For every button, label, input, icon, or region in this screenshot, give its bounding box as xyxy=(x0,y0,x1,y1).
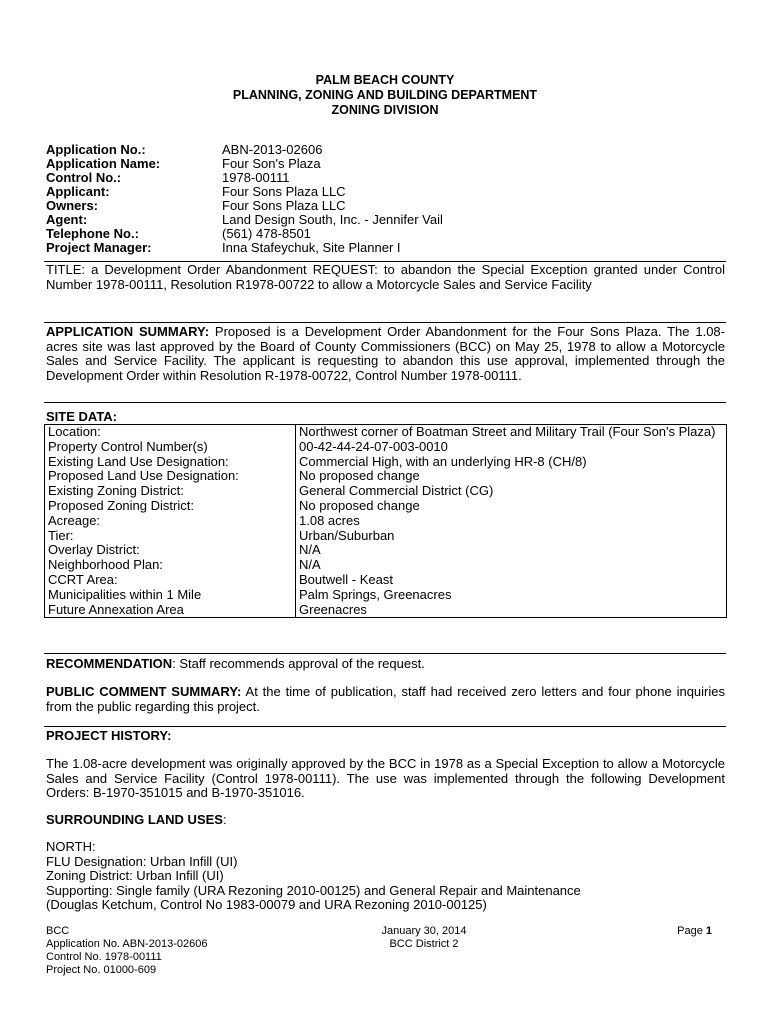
surrounding-land-uses-heading xyxy=(46,813,725,828)
site-label: Property Control Number(s) xyxy=(45,440,296,455)
site-value: 1.08 acres xyxy=(296,514,727,529)
info-value: Four Sons Plaza LLC xyxy=(222,198,346,213)
site-value: N/A xyxy=(296,543,727,558)
footer-district: BCC District 2 xyxy=(389,938,459,950)
site-label: CCRT Area: xyxy=(45,573,296,588)
info-row xyxy=(46,241,443,255)
site-label: Location: xyxy=(45,425,296,440)
site-data-label: SITE DATA: xyxy=(46,409,118,424)
site-value: Commercial High, with an underlying HR-8 (CH/8) xyxy=(296,455,727,470)
site-label: Proposed Zoning District: xyxy=(45,499,296,514)
info-value: (561) 478-8501 xyxy=(222,226,311,241)
surrounding-line: NORTH: xyxy=(46,839,96,854)
surrounding-north xyxy=(46,840,725,913)
info-row xyxy=(46,171,443,185)
project-history-heading xyxy=(46,729,725,744)
info-row xyxy=(46,185,443,199)
footer-line: BCC xyxy=(46,925,70,937)
footer-line: Control No. 1978-00111 xyxy=(46,951,162,963)
site-row xyxy=(45,603,727,618)
surrounding-label: SURROUNDING LAND USES xyxy=(46,812,223,827)
footer-center xyxy=(344,925,504,951)
site-label: Existing Zoning District: xyxy=(45,484,296,499)
info-label: Application Name: xyxy=(46,156,161,171)
divider xyxy=(44,726,726,727)
info-row xyxy=(46,157,443,171)
footer-left xyxy=(46,925,207,977)
surrounding-line: (Douglas Ketchum, Control No 1983-00079 and URA Rezoning 2010-00125) xyxy=(46,897,487,912)
footer-date: January 30, 2014 xyxy=(381,925,467,937)
site-label: Tier: xyxy=(45,529,296,544)
public-comment-label: PUBLIC COMMENT SUMMARY: xyxy=(46,684,242,699)
divider xyxy=(44,653,726,654)
site-value: Palm Springs, Greenacres xyxy=(296,588,727,603)
site-row xyxy=(45,588,727,603)
site-row xyxy=(45,573,727,588)
info-label: Applicant: xyxy=(46,184,110,199)
recommendation-text: : Staff recommends approval of the request. xyxy=(172,656,425,671)
footer-page xyxy=(650,925,712,938)
public-comment-summary xyxy=(46,685,725,714)
title-paragraph: TITLE: a Development Order Abandonment REQUEST: to abandon the Special Exception granted under Control Number 1978-00111, Resolution R1978-00722 to allow a Motorcycle Sales and Service Facility xyxy=(46,262,725,292)
site-row xyxy=(45,514,727,529)
summary-label: APPLICATION SUMMARY: xyxy=(46,324,210,339)
info-row xyxy=(46,227,443,241)
site-row xyxy=(45,425,727,440)
site-value: 00-42-44-24-07-003-0010 xyxy=(296,440,727,455)
info-row xyxy=(46,213,443,227)
site-label: Overlay District: xyxy=(45,543,296,558)
header-department: PLANNING, ZONING AND BUILDING DEPARTMENT xyxy=(232,88,538,102)
page-number: 1 xyxy=(705,925,712,937)
site-label: Proposed Land Use Designation: xyxy=(45,469,296,484)
header-county: PALM BEACH COUNTY xyxy=(315,73,455,87)
header-division: ZONING DIVISION xyxy=(331,103,439,117)
footer-line: Project No. 01000-609 xyxy=(46,964,157,976)
site-value: Urban/Suburban xyxy=(296,529,727,544)
surrounding-colon: : xyxy=(222,812,227,827)
site-data-table xyxy=(44,424,727,618)
site-label: Neighborhood Plan: xyxy=(45,558,296,573)
info-label: Owners: xyxy=(46,198,99,213)
recommendation-label: RECOMMENDATION xyxy=(46,656,173,671)
summary-text: Proposed is a Development Order Abandonment for the Four Sons Plaza. The 1.08-acres site was last approved by the Board of County Commissioners (BCC) on May 25, 1978 to allow a Motorcycle Sales and Service Facility. The applicant is requesting to abandon this use approval, implemented through the Development Order within Resolution R-1978-00722, Control Number 1978-00111. xyxy=(46,324,725,383)
site-row xyxy=(45,484,727,499)
site-row xyxy=(45,455,727,470)
site-value: No proposed change xyxy=(296,499,727,514)
site-value: No proposed change xyxy=(296,469,727,484)
site-label: Municipalities within 1 Mile xyxy=(45,588,296,603)
site-value: Greenacres xyxy=(296,603,727,618)
site-value: General Commercial District (CG) xyxy=(296,484,727,499)
site-value: N/A xyxy=(296,558,727,573)
application-summary xyxy=(46,325,725,383)
site-row xyxy=(45,440,727,455)
info-label: Application No.: xyxy=(46,142,146,157)
info-row xyxy=(46,199,443,213)
public-comment-text: At the time of publication, staff had received zero letters and four phone inquiries from the public regarding this project. xyxy=(46,684,725,714)
recommendation xyxy=(46,657,725,672)
site-label: Existing Land Use Designation: xyxy=(45,455,296,470)
info-value: 1978-00111 xyxy=(222,170,290,185)
site-row xyxy=(45,529,727,544)
site-label: Future Annexation Area xyxy=(45,603,296,618)
document-header xyxy=(0,73,770,118)
info-value: Four Sons Plaza LLC xyxy=(222,184,346,199)
info-value: Four Son's Plaza xyxy=(222,156,321,171)
info-label: Project Manager: xyxy=(46,240,152,255)
surrounding-line: Zoning District: Urban Infill (UI) xyxy=(46,868,224,883)
site-value: Northwest corner of Boatman Street and Military Trail (Four Son's Plaza) xyxy=(296,425,727,440)
site-row xyxy=(45,558,727,573)
info-label: Agent: xyxy=(46,212,88,227)
divider xyxy=(44,402,726,403)
info-row xyxy=(46,143,443,157)
project-history-label: PROJECT HISTORY: xyxy=(46,728,172,743)
site-row xyxy=(45,543,727,558)
info-label: Telephone No.: xyxy=(46,226,139,241)
project-history-text: The 1.08-acre development was originally approved by the BCC in 1978 as a Special Exception to allow a Motorcycle Sales and Service Facility (Control 1978-00111). The use was implemented through the following Development Orders: B-1970-351015 and B-1970-351016. xyxy=(46,756,725,800)
info-value: Land Design South, Inc. - Jennifer Vail xyxy=(222,212,443,227)
footer-line: Application No. ABN-2013-02606 xyxy=(46,938,208,950)
info-value: Inna Stafeychuk, Site Planner I xyxy=(222,240,401,255)
application-info-table xyxy=(46,143,443,255)
site-row xyxy=(45,499,727,514)
page-label: Page xyxy=(677,925,706,937)
divider xyxy=(44,322,726,323)
info-value: ABN-2013-02606 xyxy=(222,142,323,157)
info-label: Control No.: xyxy=(46,170,122,185)
site-value: Boutwell - Keast xyxy=(296,573,727,588)
surrounding-line: Supporting: Single family (URA Rezoning 2010-00125) and General Repair and Maintenance xyxy=(46,882,581,898)
site-label: Acreage: xyxy=(45,514,296,529)
surrounding-line: FLU Designation: Urban Infill (UI) xyxy=(46,853,238,869)
site-row xyxy=(45,469,727,484)
